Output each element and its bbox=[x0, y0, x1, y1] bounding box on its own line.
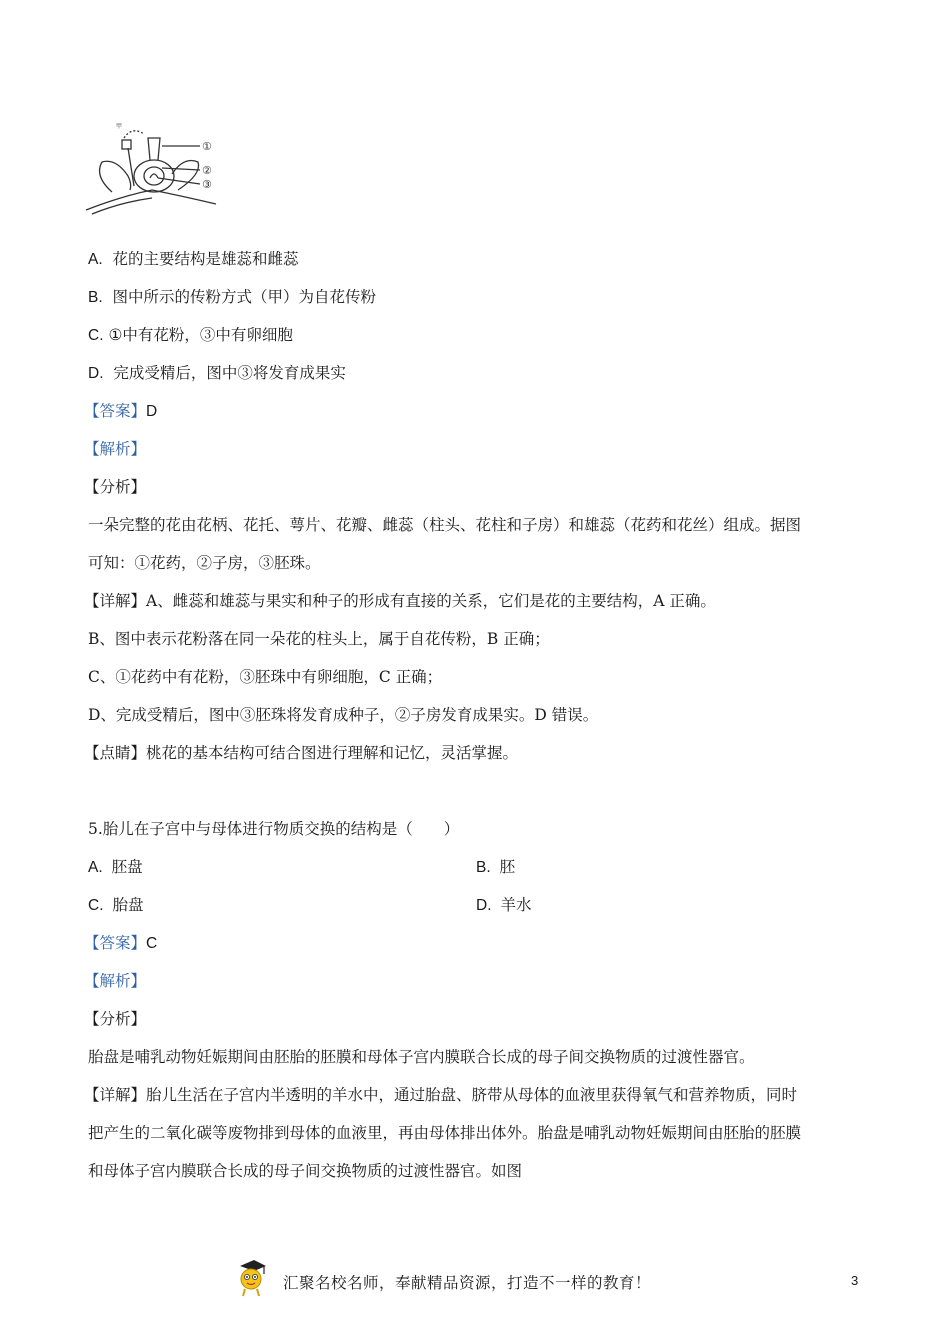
q5-fenxi-tag: 【分析】 bbox=[84, 1010, 147, 1028]
q5-analysis-tag: 【解析】 bbox=[84, 972, 147, 990]
q5-option-b: B. 胚 bbox=[476, 858, 516, 876]
q5-option-c: C. 胎盘 bbox=[88, 896, 144, 914]
label-3: ③ bbox=[202, 178, 212, 191]
q4-option-d: D. 完成受精后，图中③将发育成果实 bbox=[88, 364, 346, 382]
q5-detail-line1: 【详解】胎儿生活在子宫内半透明的羊水中，通过胎盘、脐带从母体的血液里获得氧气和营养物质，同时 bbox=[84, 1086, 798, 1104]
q5-detail-line3: 和母体子宫内膜联合长成的母子间交换物质的过渡性器官。如图 bbox=[88, 1162, 523, 1180]
label-2: ② bbox=[202, 164, 212, 177]
q4-fenxi-tag: 【分析】 bbox=[84, 478, 147, 496]
q4-analysis-tag: 【解析】 bbox=[84, 440, 147, 458]
q5-question: 5.胎儿在子宫中与母体进行物质交换的结构是（ ） bbox=[88, 820, 460, 838]
q4-option-a: A. 花的主要结构是雄蕊和雌蕊 bbox=[88, 250, 299, 268]
q4-detail-line3: C、①花药中有花粉，③胚珠中有卵细胞，C 正确； bbox=[88, 668, 443, 686]
q4-option-b: B. 图中所示的传粉方式（甲）为自花传粉 bbox=[88, 288, 377, 306]
page-number: 3 bbox=[851, 1273, 859, 1288]
q5-option-a: A. 胚盘 bbox=[88, 858, 143, 876]
mascot-logo-icon bbox=[234, 1258, 268, 1298]
q4-answer: 【答案】D bbox=[84, 402, 158, 420]
q4-detail-line2: B、图中表示花粉落在同一朵花的柱头上，属于自花传粉，B 正确； bbox=[88, 630, 550, 648]
q4-option-c: C. ①中有花粉，③中有卵细胞 bbox=[88, 326, 293, 344]
q4-detail-line4: D、完成受精后，图中③胚珠将发育成种子，②子房发育成果实。D 错误。 bbox=[88, 706, 599, 724]
q5-fenxi-text: 胎盘是哺乳动物妊娠期间由胚胎的胚膜和母体子宫内膜联合长成的母子间交换物质的过渡性器官。 bbox=[88, 1048, 755, 1066]
q4-tip: 【点睛】桃花的基本结构可结合图进行理解和记忆，灵活掌握。 bbox=[84, 744, 519, 762]
footer-slogan: 汇聚名校名师，奉献精品资源，打造不一样的教育！ bbox=[283, 1274, 652, 1292]
q5-option-d: D. 羊水 bbox=[476, 896, 532, 914]
label-pollination: 甲 bbox=[116, 123, 123, 130]
q4-fenxi-line1: 一朵完整的花由花柄、花托、萼片、花瓣、雌蕊（柱头、花柱和子房）和雄蕊（花药和花丝）组成。据图 bbox=[88, 516, 802, 534]
flower-diagram bbox=[82, 118, 222, 218]
q5-detail-line2: 把产生的二氧化碳等废物排到母体的血液里，再由母体排出体外。胎盘是哺乳动物妊娠期间由胚胎的胚膜 bbox=[88, 1124, 802, 1142]
label-1: ① bbox=[202, 140, 212, 153]
q5-answer: 【答案】C bbox=[84, 934, 158, 952]
q4-detail-line1: 【详解】A、雌蕊和雄蕊与果实和种子的形成有直接的关系，它们是花的主要结构，A 正确。 bbox=[84, 592, 716, 610]
q4-fenxi-line2: 可知：①花药，②子房，③胚珠。 bbox=[88, 554, 321, 572]
